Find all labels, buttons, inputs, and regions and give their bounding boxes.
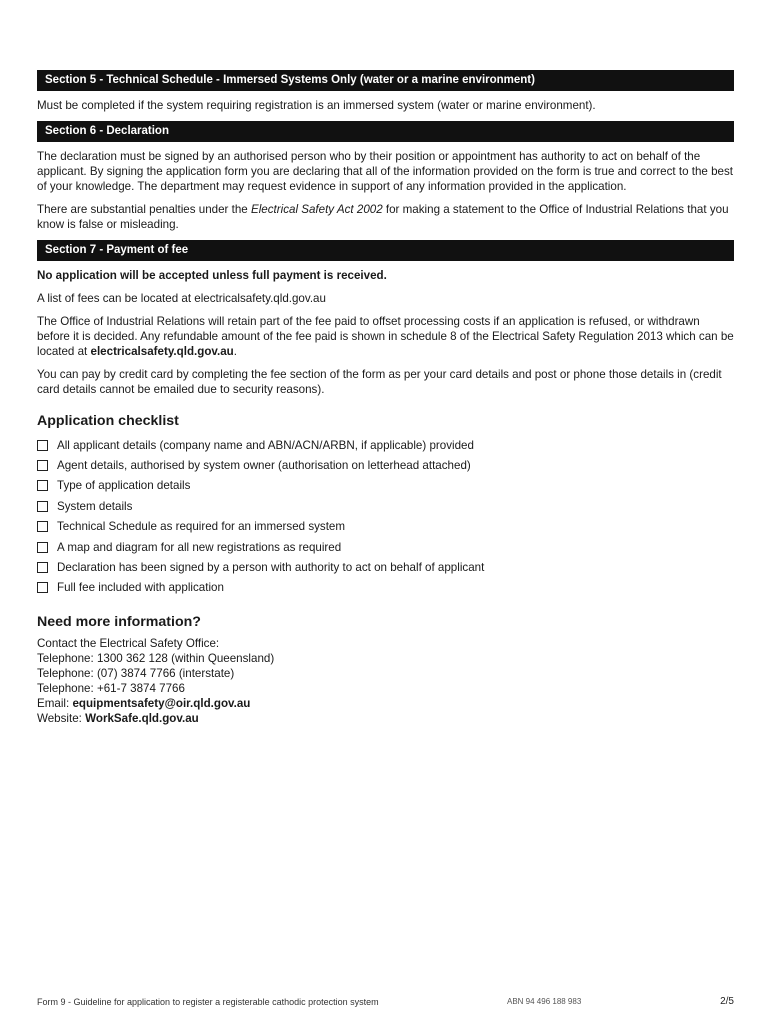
checkbox[interactable] [37,460,48,471]
checkbox[interactable] [37,440,48,451]
checkbox[interactable] [37,521,48,532]
email-link[interactable]: equipmentsafety@oir.qld.gov.au [72,697,251,711]
checklist-item-label: A map and diagram for all new registrations as required [57,540,342,554]
checklist-item [37,578,734,598]
refund-text-start: The Office of Industrial Relations will retain part of the fee paid to offset processing costs if an application is refused, or withdrawn before it is decided. Any refundable amount of the fee paid is shown in schedule 8 of the Electrical Safety Regulation 2013 which can be located at [37,315,734,358]
checklist-item-label: Full fee included with application [57,581,224,595]
website-label: Website: [37,712,86,726]
section-6-paragraph-1: The declaration must be signed by an authorised person who by their position or appointment has authority to act on behalf of the applicant. By signing the application form you are declaring that all of the information provided on the form is true and correct to the best of your knowledge. The department may request evidence in support of any information provided in the application. [37,150,734,193]
regulation-link[interactable]: electricalsafety.qld.gov.au [90,345,234,358]
checkbox[interactable] [37,562,48,573]
checklist-title: Application checklist [37,413,179,429]
page-number: 2/5 [720,996,734,1007]
telephone-international: Telephone: +61-7 3874 7766 [37,682,185,696]
checklist-item-label: Agent details, authorised by system owner (authorisation on letterhead attached) [57,459,471,473]
application-checklist [37,435,734,598]
checklist-item [37,435,734,455]
contact-details [37,636,734,726]
section-5-text: Must be completed if the system requiring registration is an immersed system (water or marine environment). [37,99,596,112]
checkbox[interactable] [37,501,48,512]
checklist-item [37,476,734,496]
checkbox[interactable] [37,542,48,553]
telephone-queensland: Telephone: 1300 362 128 (within Queensland) [37,652,275,666]
info-title: Need more information? [37,614,201,631]
email-label: Email: [37,697,73,711]
credit-card-text: You can pay by credit card by completing the fee section of the form as per your card details and post or phone those details in (credit card details cannot be emailed due to security reasons). [37,368,722,396]
website-line [37,711,734,726]
checklist-item-label: Technical Schedule as required for an immersed system [57,520,346,534]
penalty-text-end: for making a statement to the Office of Industrial Relations that you know is false or misleading. [37,203,729,231]
checklist-item-label: System details [57,499,133,513]
email-line [37,696,734,711]
checkbox[interactable] [37,582,48,593]
form-title: Form 9 - Guideline for application to register a registerable cathodic protection system [37,997,379,1007]
checklist-item [37,517,734,537]
checkbox[interactable] [37,480,48,491]
penalty-text-start: There are substantial penalties under the [37,203,251,216]
checklist-item [37,537,734,557]
section-6-paragraph-2 [37,202,734,232]
checklist-item [37,496,734,516]
refund-text-end: . [233,345,237,358]
contact-intro: Contact the Electrical Safety Office: [37,637,220,651]
checklist-item-label: All applicant details (company name and ABN/ACN/ARBN, if applicable) provided [57,438,474,452]
checklist-item-label: Type of application details [57,479,191,493]
website-link[interactable]: WorkSafe.qld.gov.au [85,712,199,726]
refund-text [37,314,734,359]
fees-list-text: A list of fees can be located at electricalsafety.qld.gov.au [37,292,326,305]
section-6-heading: Section 6 - Declaration [37,121,734,142]
act-name: Electrical Safety Act 2002 [250,203,383,216]
payment-notice: No application will be accepted unless full payment is received. [37,269,387,282]
abn-number: ABN 94 496 188 983 [507,997,582,1006]
section-7-heading: Section 7 - Payment of fee [37,240,734,261]
document-body [37,70,734,726]
section-5-heading: Section 5 - Technical Schedule - Immersed Systems Only (water or a marine environment) [37,70,734,91]
checklist-item [37,557,734,577]
checklist-item-label: Declaration has been signed by a person with authority to act on behalf of applicant [57,561,485,575]
telephone-interstate: Telephone: (07) 3874 7766 (interstate) [37,667,235,681]
checklist-item [37,455,734,475]
